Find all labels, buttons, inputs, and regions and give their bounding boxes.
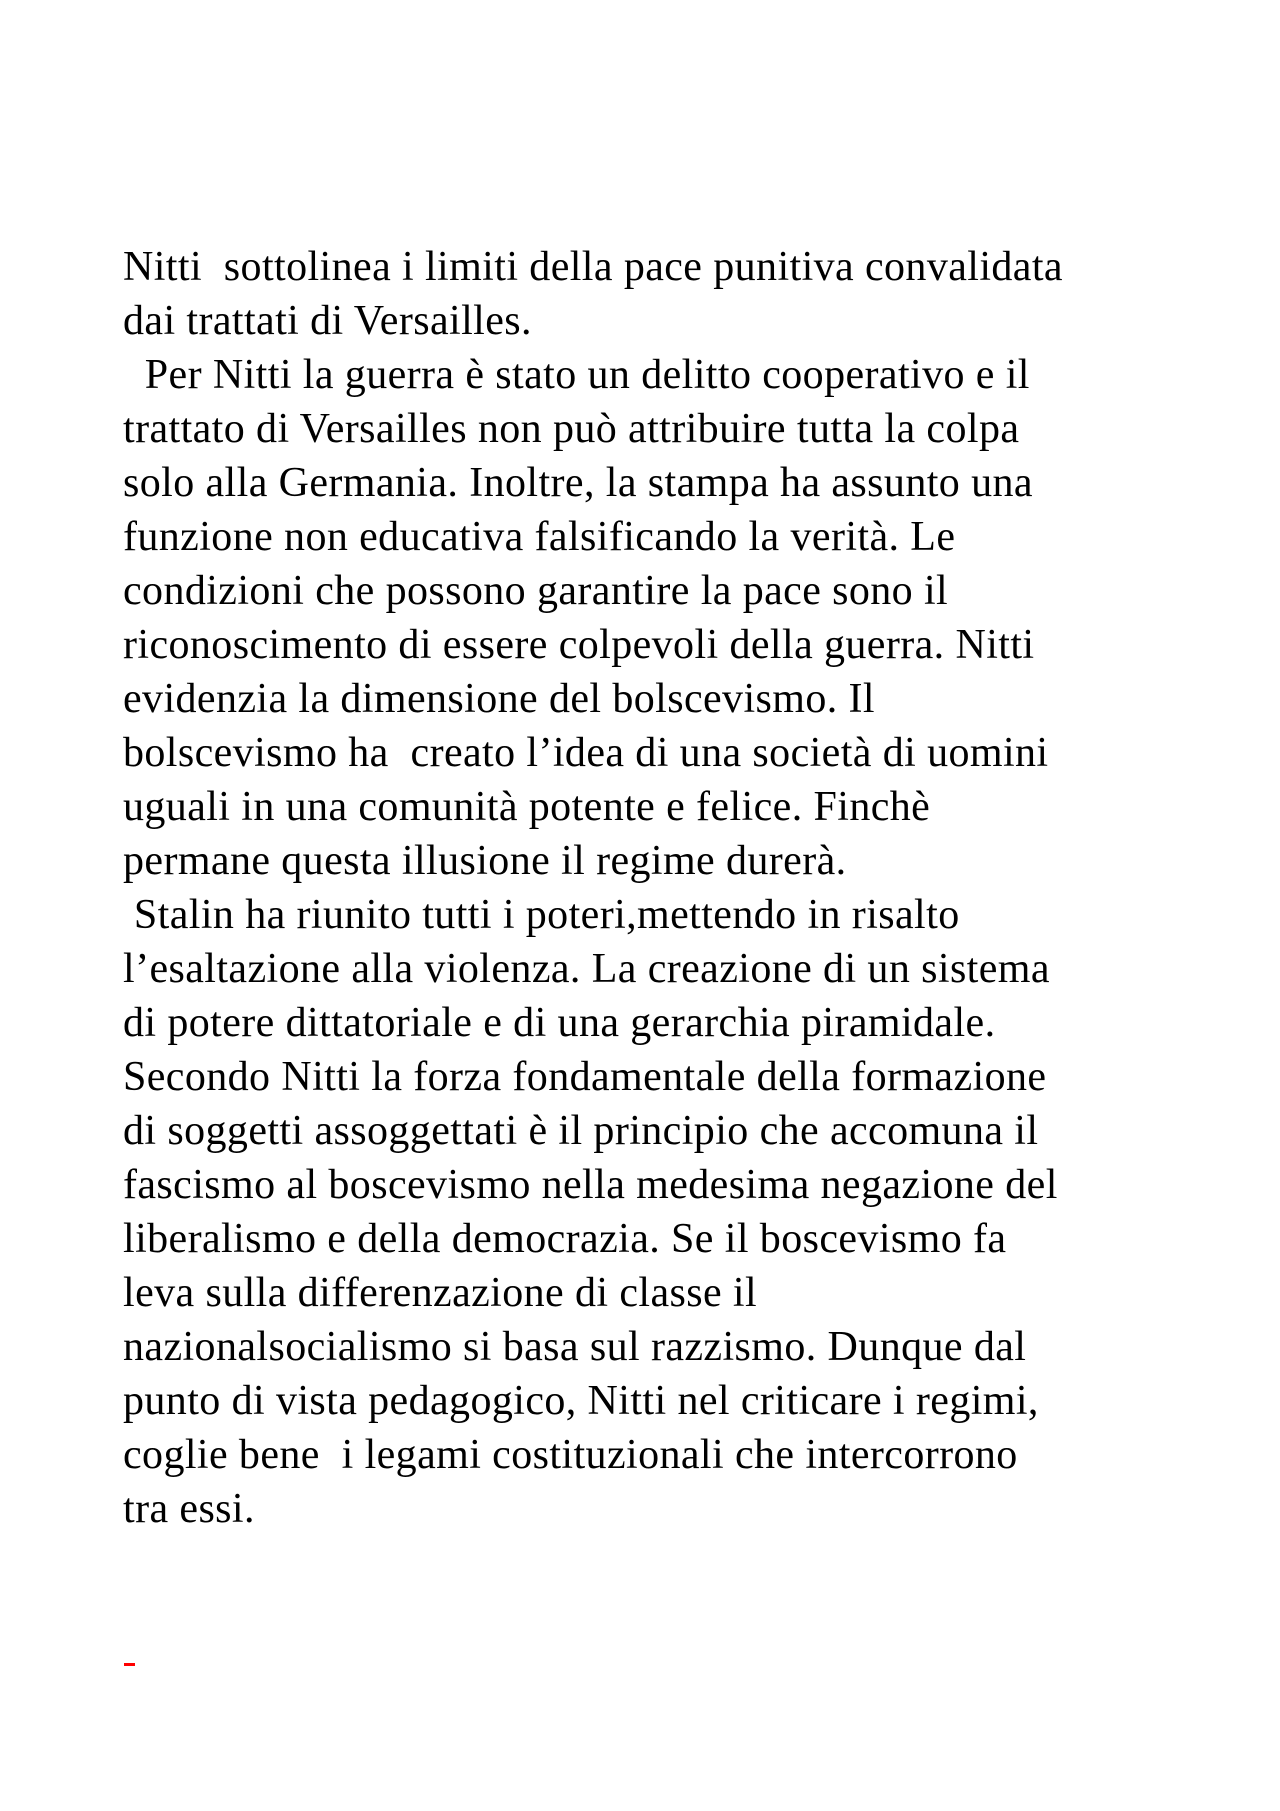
text-line: condizioni che possono garantire la pace sono il: [123, 568, 949, 614]
red-cursor-mark: [124, 1663, 135, 1666]
text-line: funzione non educativa falsificando la verità. Le: [123, 514, 956, 560]
text-line: evidenzia la dimensione del bolscevismo. Il: [123, 676, 875, 722]
text-line: trattato di Versailles non può attribuire tutta la colpa: [123, 406, 1020, 452]
body-text: [123, 240, 1203, 1536]
text-line: permane questa illusione il regime durerà.: [123, 838, 847, 884]
text-line: coglie bene i legami costituzionali che intercorrono: [123, 1432, 1018, 1478]
text-line: fascismo al boscevismo nella medesima negazione del: [123, 1162, 1058, 1208]
text-line: leva sulla differenzazione di classe il: [123, 1270, 758, 1316]
text-line: Nitti sottolinea i limiti della pace punitiva convalidata: [123, 244, 1063, 290]
text-line: dai trattati di Versailles.: [123, 298, 532, 344]
text-line: Per Nitti la guerra è stato un delitto cooperativo e il: [123, 352, 1030, 398]
text-line: bolscevismo ha creato l’idea di una società di uomini: [123, 730, 1049, 776]
text-line: riconoscimento di essere colpevoli della guerra. Nitti: [123, 622, 1035, 668]
text-line: tra essi.: [123, 1486, 255, 1532]
text-line: di potere dittatoriale e di una gerarchia piramidale.: [123, 1000, 996, 1046]
text-line: punto di vista pedagogico, Nitti nel criticare i regimi,: [123, 1378, 1039, 1424]
text-line: nazionalsocialismo si basa sul razzismo. Dunque dal: [123, 1324, 1027, 1370]
text-line: liberalismo e della democrazia. Se il boscevismo fa: [123, 1216, 1007, 1262]
text-line: uguali in una comunità potente e felice. Finchè: [123, 784, 931, 830]
text-line: Secondo Nitti la forza fondamentale della formazione: [123, 1054, 1047, 1100]
text-line: Stalin ha riunito tutti i poteri,mettendo in risalto: [123, 892, 960, 938]
text-line: di soggetti assoggettati è il principio che accomuna il: [123, 1108, 1039, 1154]
text-line: solo alla Germania. Inoltre, la stampa ha assunto una: [123, 460, 1033, 506]
text-line: l’esaltazione alla violenza. La creazione di un sistema: [123, 946, 1050, 992]
